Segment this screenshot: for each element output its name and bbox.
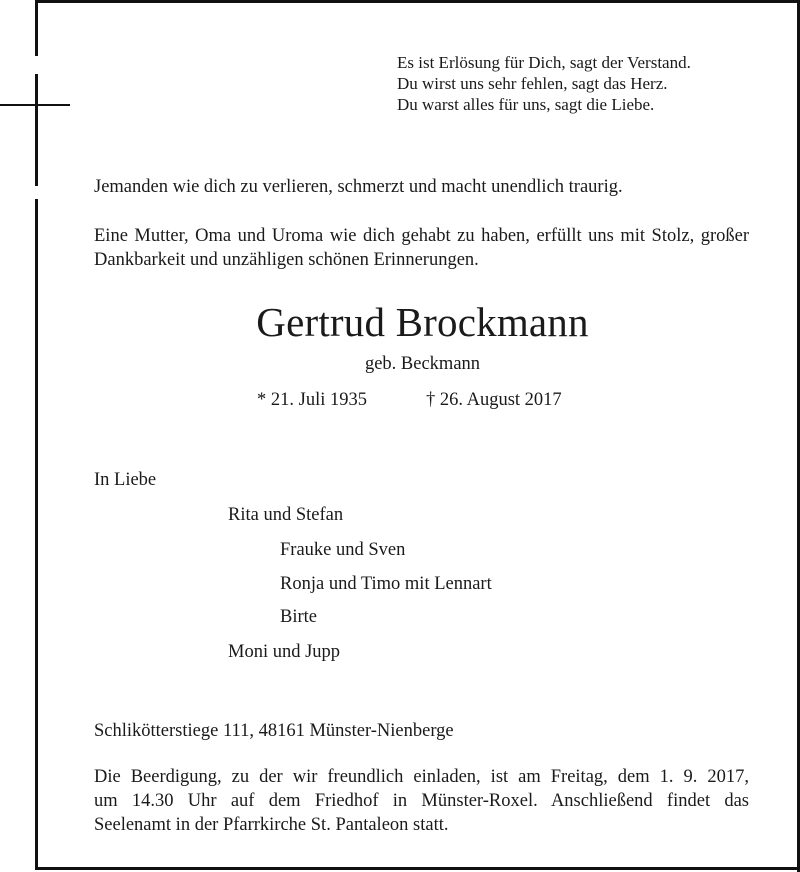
death-date: † 26. August 2017 — [426, 390, 562, 410]
cross-icon-horizontal — [0, 104, 70, 106]
mourner-name: Birte — [280, 607, 317, 627]
funeral-line: Seelenamt in der Pfarrkirche St. Pantaleon statt. — [94, 815, 449, 835]
birth-name: geb. Beckmann — [364, 354, 481, 374]
mourner-name: Rita und Stefan — [228, 505, 344, 525]
frame-top-border — [37, 0, 800, 3]
poem — [397, 52, 691, 115]
mourners-heading: In Liebe — [94, 470, 157, 490]
mourner-name: Ronja und Timo mit Lennart — [280, 574, 492, 594]
frame-bottom-border — [37, 867, 800, 870]
birth-date: * 21. Juli 1935 — [257, 390, 367, 410]
cross-icon-vertical — [35, 74, 38, 186]
poem-line: Du warst alles für uns, sagt die Liebe. — [397, 95, 655, 114]
funeral-line: um 14.30 Uhr auf dem Friedhof in Münster-Roxel. Anschließend findet das — [94, 791, 749, 811]
funeral-information — [94, 765, 749, 837]
mourner-name: Moni und Jupp — [228, 642, 341, 662]
funeral-line: Die Beerdigung, zu der wir freundlich einladen, ist am Freitag, dem 1. 9. 2017, — [94, 767, 749, 787]
frame-left-border-upper — [35, 0, 38, 56]
poem-line: Es ist Erlösung für Dich, sagt der Verstand. — [397, 53, 691, 72]
intro-sentence: Jemanden wie dich zu verlieren, schmerzt und macht unendlich traurig. — [94, 177, 623, 197]
poem-line: Du wirst uns sehr fehlen, sagt das Herz. — [397, 74, 668, 93]
deceased-name: Gertrud Brockmann — [256, 299, 589, 345]
mourner-name: Frauke und Sven — [280, 540, 406, 560]
family-address: Schlikötterstiege 111, 48161 Münster-Nienberge — [94, 721, 454, 741]
intro-paragraph: Eine Mutter, Oma und Uroma wie dich gehabt zu haben, erfüllt uns mit Stolz, großer Dankbarkeit und unzähligen schönen Erinnerungen. — [94, 226, 749, 270]
